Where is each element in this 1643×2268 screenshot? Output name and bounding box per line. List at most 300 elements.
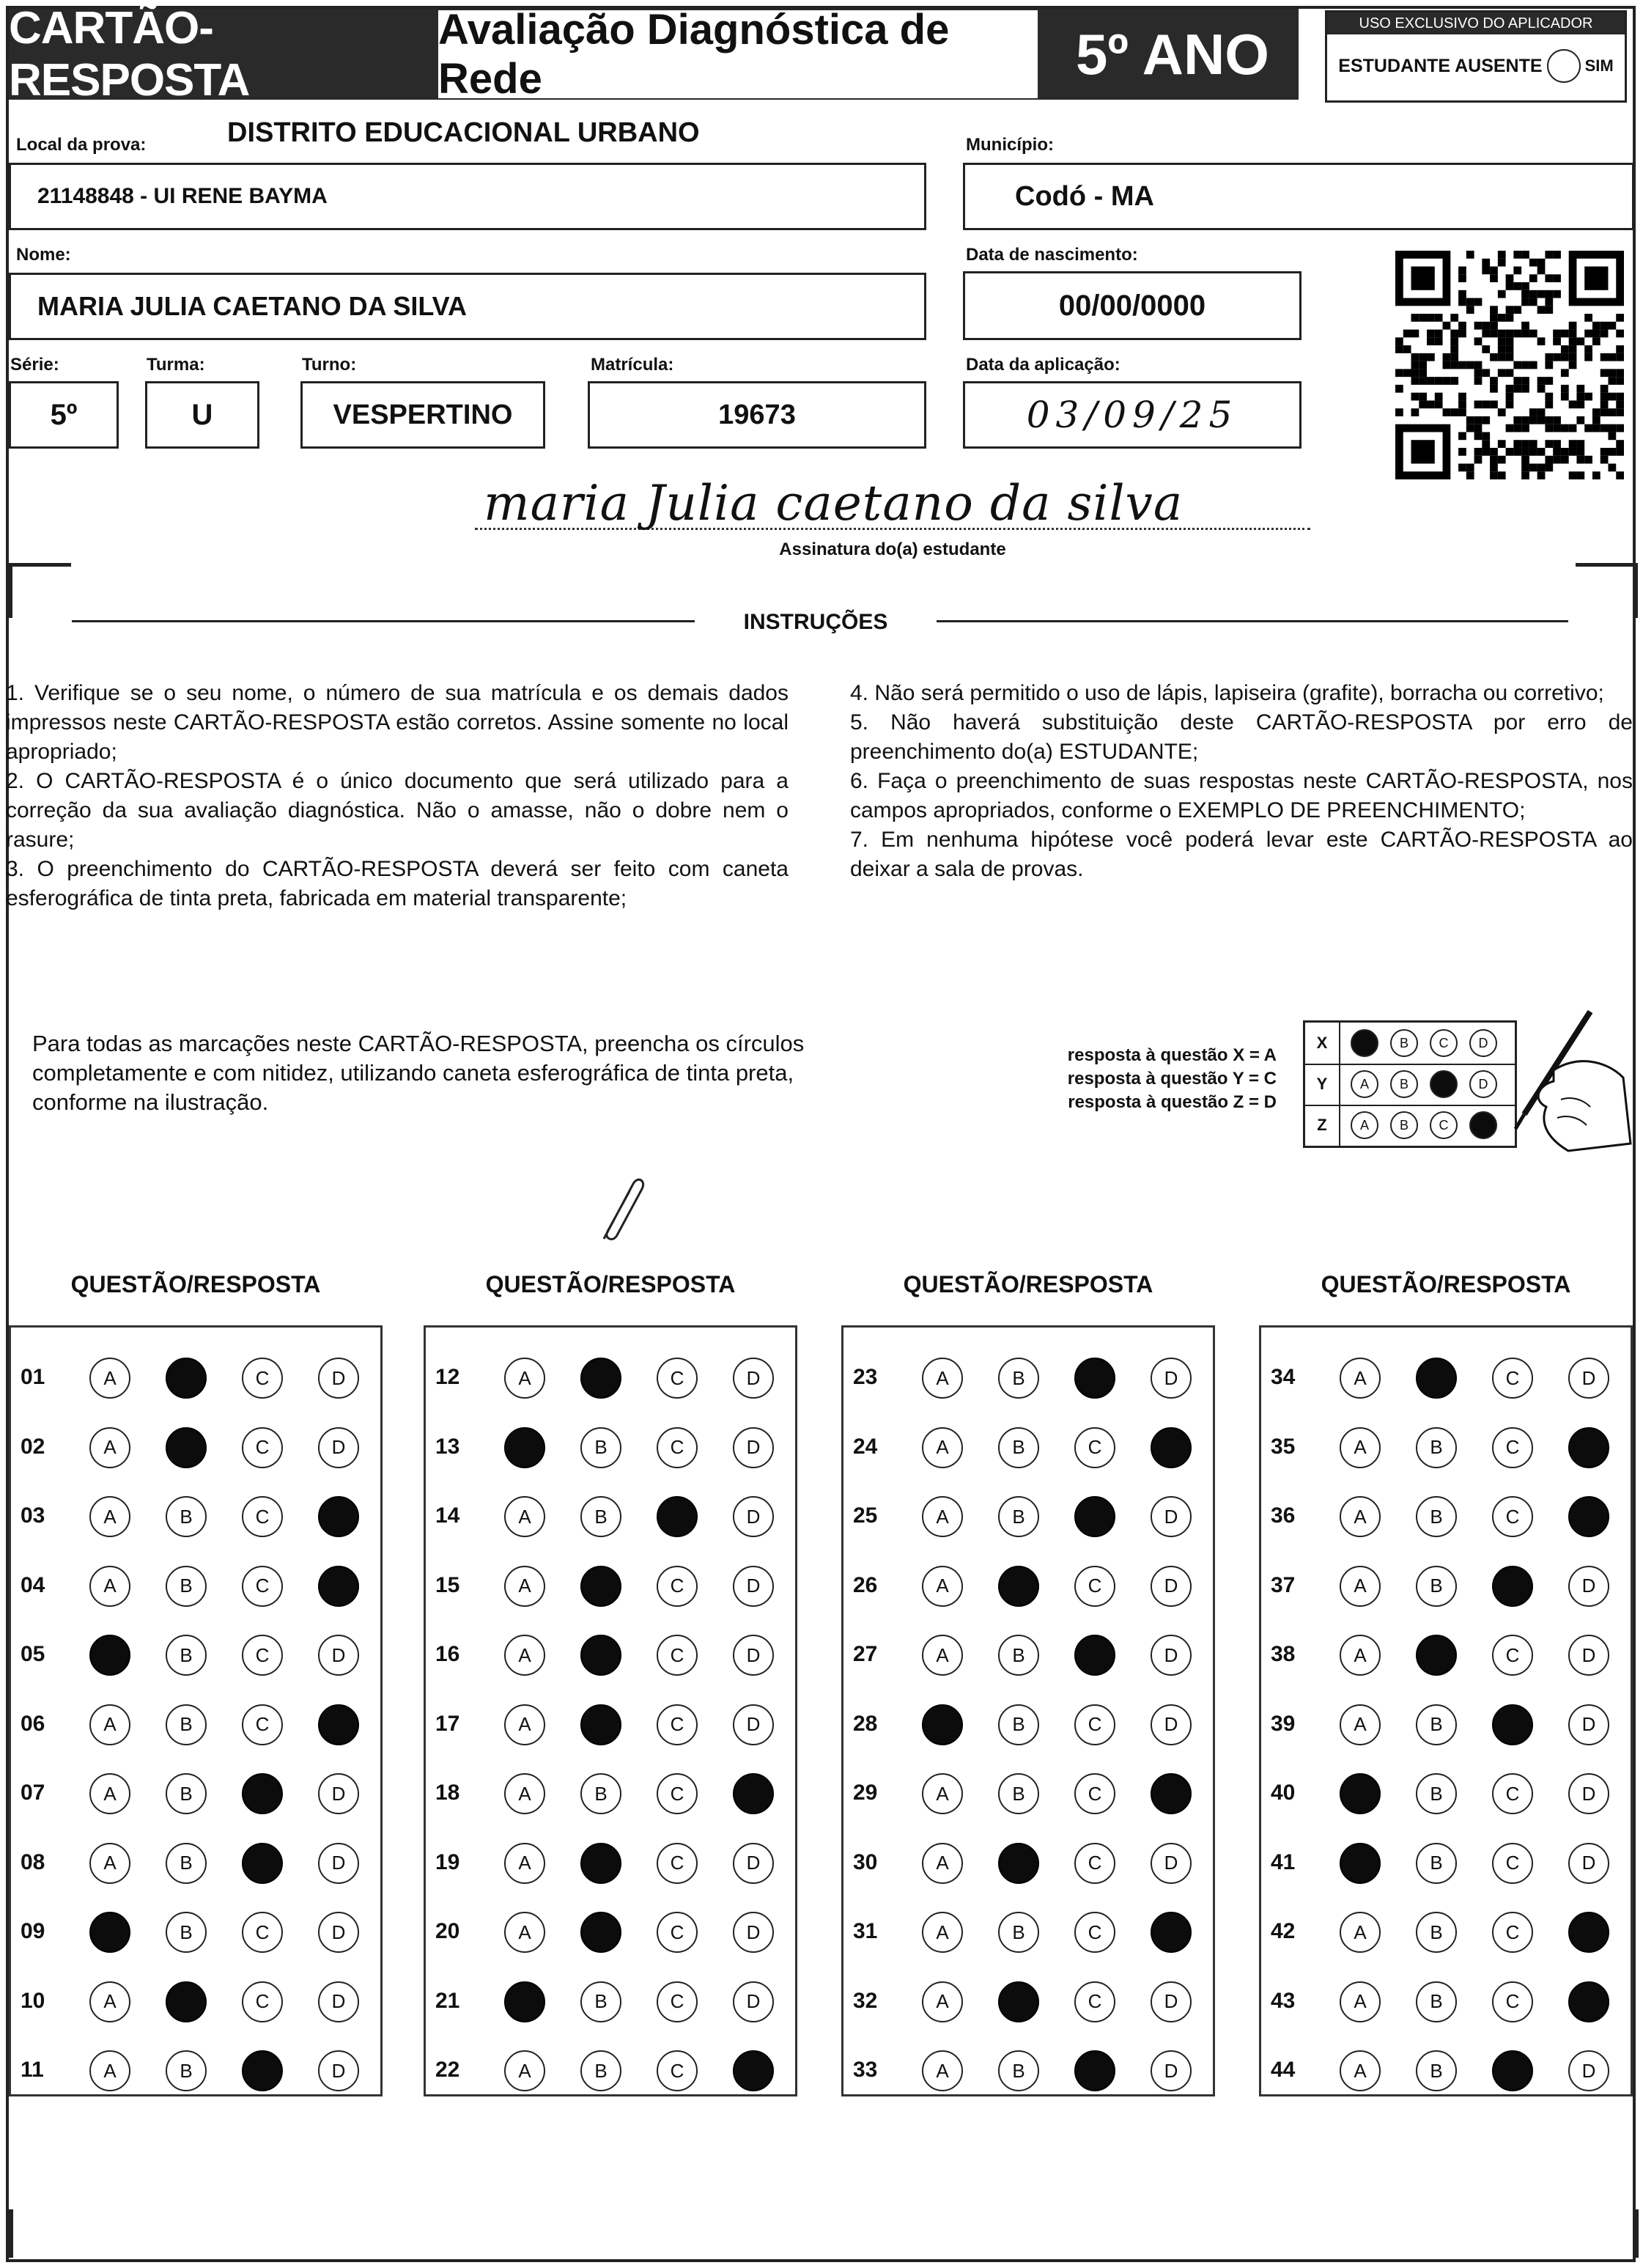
- answer-bubble-b[interactable]: B: [166, 1912, 207, 1953]
- answer-bubble-c[interactable]: C: [657, 1843, 698, 1884]
- answer-bubble-c[interactable]: [1492, 2050, 1533, 2091]
- answer-bubble-d[interactable]: D: [318, 1358, 359, 1399]
- answer-bubble-a[interactable]: A: [504, 1358, 545, 1399]
- answer-bubble-b[interactable]: [580, 1635, 621, 1676]
- question-number: 35: [1271, 1434, 1296, 1459]
- answer-bubble-a[interactable]: A: [89, 1358, 130, 1399]
- example-bubble-b: B: [1390, 1029, 1418, 1057]
- answer-bubble-c[interactable]: C: [1492, 1843, 1533, 1884]
- question-number: 37: [1271, 1572, 1296, 1597]
- answer-bubble-a[interactable]: [1340, 1843, 1381, 1884]
- instructions-rule: [72, 620, 695, 622]
- question-number: 40: [1271, 1781, 1296, 1805]
- example-bubble-d: D: [1469, 1070, 1497, 1098]
- answer-bubble-d[interactable]: D: [1568, 1635, 1609, 1676]
- answer-bubble-a[interactable]: A: [922, 2050, 963, 2091]
- instructions-right: [850, 679, 1633, 884]
- answer-bubble-d[interactable]: D: [1568, 1566, 1609, 1607]
- turma-field[interactable]: [145, 381, 259, 449]
- question-number: 17: [435, 1711, 460, 1736]
- answer-bubble-c[interactable]: C: [1492, 1427, 1533, 1468]
- answer-bubble-a[interactable]: A: [1340, 1496, 1381, 1537]
- question-number: 03: [21, 1503, 45, 1528]
- answer-bubble-c[interactable]: C: [1492, 1912, 1533, 1953]
- answer-bubble-d[interactable]: D: [733, 1912, 774, 1953]
- answer-bubble-c[interactable]: C: [657, 1635, 698, 1676]
- answer-bubble-a[interactable]: A: [504, 2050, 545, 2091]
- question-number: 34: [1271, 1365, 1296, 1389]
- answer-bubble-c[interactable]: C: [657, 2050, 698, 2091]
- example-bubble-a: [1351, 1029, 1378, 1057]
- answer-bubble-a[interactable]: [504, 1981, 545, 2022]
- answer-bubble-b[interactable]: B: [998, 1427, 1039, 1468]
- answer-bubble-b[interactable]: [1416, 1358, 1457, 1399]
- question-number: 43: [1271, 1988, 1296, 2013]
- instruction-item: 1. Verifique se o seu nome, o número de sua matrícula e os demais dados impressos neste CARTÃO-RESPOSTA estão corretos. Assine somente no local apropriado;: [6, 681, 789, 764]
- answer-bubble-d[interactable]: D: [1151, 1635, 1192, 1676]
- nascimento-field[interactable]: [963, 271, 1302, 340]
- question-number: 44: [1271, 2058, 1296, 2082]
- question-number: 20: [435, 1919, 460, 1943]
- instruction-item: 7. Em nenhuma hipótese você poderá levar este CARTÃO-RESPOSTA ao deixar a sala de provas.: [850, 828, 1633, 881]
- answer-bubble-b[interactable]: B: [166, 1773, 207, 1814]
- answer-bubble-a[interactable]: [922, 1704, 963, 1745]
- answer-bubble-a[interactable]: A: [504, 1566, 545, 1607]
- question-number: 25: [853, 1503, 878, 1528]
- answer-bubble-c[interactable]: C: [1074, 1981, 1115, 2022]
- answer-bubble-a[interactable]: A: [922, 1566, 963, 1607]
- nascimento-label: Data de nascimento:: [966, 245, 1138, 265]
- answer-bubble-d[interactable]: [318, 1566, 359, 1607]
- question-number: 08: [21, 1849, 45, 1874]
- answer-bubble-d[interactable]: [318, 1496, 359, 1537]
- answer-bubble-d[interactable]: D: [1568, 1773, 1609, 1814]
- absent-label: ESTUDANTE AUSENTE: [1338, 55, 1543, 76]
- local-field[interactable]: [9, 163, 926, 230]
- example-legend: [1011, 1044, 1277, 1114]
- answer-bubble-c[interactable]: C: [1492, 1981, 1533, 2022]
- answer-bubble-b[interactable]: B: [166, 1635, 207, 1676]
- question-number: 07: [21, 1781, 45, 1805]
- answer-bubble-d[interactable]: D: [1568, 2050, 1609, 2091]
- answer-bubble-c[interactable]: [1074, 2050, 1115, 2091]
- question-number: 11: [21, 2058, 44, 2082]
- answer-bubble-a[interactable]: A: [89, 1704, 130, 1745]
- question-number: 29: [853, 1781, 878, 1805]
- answer-bubble-d[interactable]: [318, 1704, 359, 1745]
- aplicacao-field[interactable]: [963, 381, 1302, 449]
- answer-bubble-d[interactable]: [1151, 1427, 1192, 1468]
- answer-bubble-a[interactable]: A: [922, 1427, 963, 1468]
- district-name: DISTRITO EDUCACIONAL URBANO: [227, 117, 700, 148]
- answer-bubble-b[interactable]: B: [1416, 1912, 1457, 1953]
- question-number: 15: [435, 1572, 460, 1597]
- answer-bubble-a[interactable]: A: [89, 1843, 130, 1884]
- answer-bubble-b[interactable]: [166, 1427, 207, 1468]
- answer-bubble-b[interactable]: B: [998, 1773, 1039, 1814]
- answer-bubble-b[interactable]: B: [1416, 1566, 1457, 1607]
- answer-bubble-b[interactable]: [166, 1358, 207, 1399]
- answer-bubble-b[interactable]: [580, 1566, 621, 1607]
- municipio-label: Município:: [966, 135, 1054, 155]
- answer-bubble-b[interactable]: [1416, 1635, 1457, 1676]
- answer-bubble-c[interactable]: [242, 1843, 283, 1884]
- question-number: 21: [435, 1988, 460, 2013]
- answer-bubble-a[interactable]: A: [504, 1496, 545, 1537]
- answer-bubble-c[interactable]: [1492, 1704, 1533, 1745]
- absent-bubble[interactable]: [1547, 49, 1581, 83]
- pen-hand-icon: [1480, 997, 1634, 1158]
- answer-bubble-b[interactable]: B: [1416, 1496, 1457, 1537]
- answer-bubble-c[interactable]: [657, 1496, 698, 1537]
- question-number: 05: [21, 1642, 45, 1666]
- answer-bubble-b[interactable]: B: [580, 1773, 621, 1814]
- answer-bubble-c[interactable]: C: [1074, 1566, 1115, 1607]
- answer-bubble-b[interactable]: B: [166, 1496, 207, 1537]
- absent-option: SIM: [1584, 56, 1614, 75]
- answer-bubble-c[interactable]: [1074, 1635, 1115, 1676]
- nome-value: MARIA JULIA CAETANO DA SILVA: [37, 291, 467, 321]
- answer-bubble-c[interactable]: C: [1074, 1843, 1115, 1884]
- turma-label: Turma:: [147, 355, 205, 375]
- instruction-item: 5. Não haverá substituição deste CARTÃO-RESPOSTA por erro de preenchimento do(a) ESTUDANTE;: [850, 710, 1633, 764]
- question-number: 06: [21, 1711, 45, 1736]
- answer-bubble-b[interactable]: B: [998, 1496, 1039, 1537]
- answer-bubble-d[interactable]: [1568, 1912, 1609, 1953]
- answer-bubble-a[interactable]: [89, 1912, 130, 1953]
- answer-bubble-d[interactable]: D: [733, 1704, 774, 1745]
- answer-bubble-a[interactable]: A: [1340, 1635, 1381, 1676]
- answer-bubble-d[interactable]: D: [733, 1427, 774, 1468]
- serie-value: 5º: [50, 398, 78, 431]
- matricula-field[interactable]: [588, 381, 926, 449]
- answer-bubble-a[interactable]: A: [1340, 1912, 1381, 1953]
- answer-bubble-c[interactable]: C: [242, 1704, 283, 1745]
- answer-bubble-d[interactable]: D: [733, 1635, 774, 1676]
- question-number: 02: [21, 1434, 45, 1459]
- question-number: 39: [1271, 1711, 1296, 1736]
- answer-bubble-c[interactable]: C: [1492, 1635, 1533, 1676]
- matricula-label: Matrícula:: [591, 355, 674, 375]
- paperclip-icon: [589, 1173, 648, 1246]
- signature: maria Julia caetano da silva: [484, 475, 1184, 531]
- section-title: QUESTÃO/RESPOSTA: [1321, 1271, 1571, 1297]
- answer-bubble-a[interactable]: A: [1340, 1566, 1381, 1607]
- answer-bubble-a[interactable]: A: [922, 1358, 963, 1399]
- matricula-value: 19673: [718, 399, 796, 430]
- answer-bubble-b[interactable]: B: [1416, 1704, 1457, 1745]
- signature-label: Assinatura do(a) estudante: [779, 540, 1006, 559]
- question-number: 16: [435, 1642, 460, 1666]
- answer-bubble-a[interactable]: A: [89, 1981, 130, 2022]
- question-number: 41: [1271, 1849, 1296, 1874]
- question-number: 09: [21, 1919, 45, 1943]
- instruction-item: 4. Não será permitido o uso de lápis, lapiseira (grafite), borracha ou corretivo;: [850, 681, 1604, 705]
- corner-mark: [9, 2209, 23, 2258]
- instruction-item: 6. Faça o preenchimento de suas respostas neste CARTÃO-RESPOSTA, nos campos apropriados, conforme o EXEMPLO DE PREENCHIMENTO;: [850, 769, 1633, 822]
- nome-label: Nome:: [16, 245, 71, 265]
- answer-bubble-c[interactable]: [242, 2050, 283, 2091]
- answer-bubble-d[interactable]: [1568, 1496, 1609, 1537]
- answer-bubble-d[interactable]: D: [733, 1566, 774, 1607]
- answer-bubble-c[interactable]: C: [242, 1496, 283, 1537]
- answer-bubble-d[interactable]: D: [1568, 1843, 1609, 1884]
- applicator-title: USO EXCLUSIVO DO APLICADOR: [1327, 12, 1625, 34]
- corner-mark: [1624, 2209, 1639, 2258]
- answer-bubble-b[interactable]: B: [998, 1912, 1039, 1953]
- answer-bubble-b[interactable]: B: [580, 1496, 621, 1537]
- answer-bubble-a[interactable]: A: [1340, 1358, 1381, 1399]
- answer-bubble-b[interactable]: B: [1416, 1427, 1457, 1468]
- example-row-label: Y: [1305, 1064, 1340, 1105]
- corner-mark: [9, 563, 71, 618]
- answer-bubble-c[interactable]: C: [242, 1635, 283, 1676]
- assessment-title: Avaliação Diagnóstica de Rede: [438, 10, 1038, 98]
- answer-bubble-d[interactable]: D: [733, 1358, 774, 1399]
- question-number: 04: [21, 1572, 45, 1597]
- answer-bubble-b[interactable]: [998, 1566, 1039, 1607]
- answer-bubble-c[interactable]: C: [1492, 1358, 1533, 1399]
- example-line: resposta à questão Z = D: [1068, 1092, 1277, 1112]
- answer-bubble-c[interactable]: [242, 1773, 283, 1814]
- card-title: CARTÃO-RESPOSTA: [9, 9, 419, 100]
- answer-bubble-c[interactable]: C: [657, 1912, 698, 1953]
- answer-bubble-b[interactable]: [998, 1843, 1039, 1884]
- question-number: 14: [435, 1503, 460, 1528]
- answer-bubble-b[interactable]: B: [580, 1981, 621, 2022]
- question-number: 26: [853, 1572, 878, 1597]
- aplicacao-value: 03/09/25: [1026, 394, 1238, 436]
- answer-bubble-a[interactable]: A: [1340, 2050, 1381, 2091]
- answer-bubble-d[interactable]: D: [318, 1635, 359, 1676]
- answer-bubble-a[interactable]: A: [922, 1496, 963, 1537]
- answer-bubble-c[interactable]: C: [1074, 1427, 1115, 1468]
- answer-bubble-b[interactable]: B: [998, 2050, 1039, 2091]
- answer-bubble-d[interactable]: [1568, 1981, 1609, 2022]
- answer-bubble-d[interactable]: D: [318, 1912, 359, 1953]
- section-title: QUESTÃO/RESPOSTA: [485, 1271, 736, 1297]
- instruction-item: 3. O preenchimento do CARTÃO-RESPOSTA deverá ser feito com caneta esferográfica de tinta preta, fabricada em material transparente;: [6, 857, 789, 910]
- answer-bubble-a[interactable]: A: [922, 1635, 963, 1676]
- answer-bubble-b[interactable]: B: [166, 1566, 207, 1607]
- qr-code: [1395, 251, 1624, 479]
- answer-bubble-d[interactable]: D: [318, 1427, 359, 1468]
- answer-bubble-d[interactable]: D: [733, 1843, 774, 1884]
- answer-bubble-a[interactable]: [1340, 1773, 1381, 1814]
- fill-note: Para todas as marcações neste CARTÃO-RESPOSTA, preencha os círculos completamente e com nitidez, utilizando caneta esferográfica de tinta preta, conforme na ilustração.: [32, 1031, 805, 1115]
- example-bubble-c: [1430, 1070, 1458, 1098]
- turno-label: Turno:: [302, 355, 357, 375]
- answer-bubble-d[interactable]: D: [318, 1773, 359, 1814]
- local-label: Local da prova:: [16, 135, 147, 155]
- answer-bubble-d[interactable]: D: [1151, 1496, 1192, 1537]
- answer-bubble-d[interactable]: [733, 2050, 774, 2091]
- answer-bubble-c[interactable]: C: [242, 1358, 283, 1399]
- answer-bubble-a[interactable]: A: [504, 1843, 545, 1884]
- answer-bubble-d[interactable]: D: [1151, 1704, 1192, 1745]
- instruction-item: 2. O CARTÃO-RESPOSTA é o único documento que será utilizado para a correção da sua avaliação diagnóstica. Não o amasse, não o dobre nem o rasure;: [6, 769, 789, 852]
- answer-bubble-a[interactable]: A: [504, 1773, 545, 1814]
- municipio-value: Codó - MA: [1015, 180, 1154, 212]
- answer-bubble-b[interactable]: [166, 1981, 207, 2022]
- answer-bubble-a[interactable]: A: [1340, 1981, 1381, 2022]
- answer-bubble-b[interactable]: [580, 1912, 621, 1953]
- answer-bubble-a[interactable]: A: [922, 1912, 963, 1953]
- answer-bubble-b[interactable]: B: [580, 2050, 621, 2091]
- answer-bubble-a[interactable]: A: [89, 1566, 130, 1607]
- question-number: 12: [435, 1365, 460, 1389]
- answer-bubble-d[interactable]: [1151, 1773, 1192, 1814]
- example-bubble-c: C: [1430, 1111, 1458, 1139]
- instructions-title: INSTRUÇÕES: [743, 610, 888, 634]
- answer-bubble-d[interactable]: D: [318, 1843, 359, 1884]
- answer-bubble-b[interactable]: B: [998, 1635, 1039, 1676]
- answer-bubble-c[interactable]: [1074, 1496, 1115, 1537]
- answer-bubble-d[interactable]: D: [1568, 1358, 1609, 1399]
- answer-bubble-c[interactable]: C: [242, 1566, 283, 1607]
- answer-bubble-d[interactable]: D: [318, 1981, 359, 2022]
- answer-bubble-c[interactable]: C: [242, 1981, 283, 2022]
- question-number: 32: [853, 1988, 878, 2013]
- question-number: 33: [853, 2058, 878, 2082]
- aplicacao-label: Data da aplicação:: [966, 355, 1120, 375]
- question-number: 27: [853, 1642, 878, 1666]
- instructions-left: [6, 679, 789, 913]
- answer-bubble-d[interactable]: D: [1151, 1981, 1192, 2022]
- question-number: 13: [435, 1434, 460, 1459]
- answer-bubble-d[interactable]: [733, 1773, 774, 1814]
- example-bubble-b: B: [1390, 1070, 1418, 1098]
- nome-field[interactable]: [9, 273, 926, 340]
- answer-bubble-b[interactable]: B: [580, 1427, 621, 1468]
- answer-bubble-c[interactable]: C: [242, 1427, 283, 1468]
- answer-bubble-d[interactable]: D: [1151, 1358, 1192, 1399]
- answer-bubble-b[interactable]: B: [1416, 1981, 1457, 2022]
- grade-label: 5º ANO: [1076, 21, 1269, 86]
- turno-value: VESPERTINO: [333, 399, 513, 430]
- answer-bubble-a[interactable]: A: [89, 1773, 130, 1814]
- answer-bubble-a[interactable]: A: [1340, 1704, 1381, 1745]
- answer-bubble-b[interactable]: B: [166, 2050, 207, 2091]
- corner-mark: [1576, 563, 1638, 618]
- answer-bubble-b[interactable]: B: [998, 1358, 1039, 1399]
- answer-bubble-c[interactable]: C: [242, 1912, 283, 1953]
- nascimento-value: 00/00/0000: [1058, 289, 1206, 322]
- answer-bubble-a[interactable]: A: [89, 2050, 130, 2091]
- answer-bubble-a[interactable]: A: [89, 1496, 130, 1537]
- local-value: 21148848 - UI RENE BAYMA: [37, 184, 328, 208]
- answer-bubble-c[interactable]: [1074, 1358, 1115, 1399]
- answer-bubble-d[interactable]: D: [1151, 1843, 1192, 1884]
- answer-bubble-b[interactable]: [580, 1358, 621, 1399]
- question-number: 23: [853, 1365, 878, 1389]
- example-bubble-d: D: [1469, 1029, 1497, 1057]
- answer-bubble-b[interactable]: [998, 1981, 1039, 2022]
- question-number: 01: [21, 1365, 45, 1389]
- answer-bubble-a[interactable]: A: [1340, 1427, 1381, 1468]
- example-line: resposta à questão Y = C: [1067, 1069, 1277, 1089]
- answer-bubble-a[interactable]: A: [922, 1981, 963, 2022]
- answer-bubble-c[interactable]: C: [1492, 1773, 1533, 1814]
- example-row-label: Z: [1305, 1105, 1340, 1146]
- answer-bubble-b[interactable]: [580, 1704, 621, 1745]
- answer-bubble-d[interactable]: D: [1151, 1566, 1192, 1607]
- serie-label: Série:: [10, 355, 59, 375]
- answer-bubble-c[interactable]: [1492, 1566, 1533, 1607]
- answer-bubble-c[interactable]: C: [657, 1358, 698, 1399]
- question-number: 36: [1271, 1503, 1296, 1528]
- section-title: QUESTÃO/RESPOSTA: [903, 1271, 1153, 1297]
- question-number: 22: [435, 2058, 460, 2082]
- question-number: 19: [435, 1849, 460, 1874]
- answer-bubble-a[interactable]: [504, 1427, 545, 1468]
- answer-bubble-c[interactable]: C: [1492, 1496, 1533, 1537]
- instructions-rule: [937, 620, 1568, 622]
- answer-bubble-c[interactable]: C: [657, 1981, 698, 2022]
- answer-bubble-c[interactable]: C: [1074, 1773, 1115, 1814]
- answer-bubble-c[interactable]: C: [1074, 1912, 1115, 1953]
- answer-bubble-d[interactable]: D: [1151, 2050, 1192, 2091]
- answer-bubble-d[interactable]: [1568, 1427, 1609, 1468]
- serie-field[interactable]: [9, 381, 119, 449]
- answer-bubble-a[interactable]: A: [504, 1635, 545, 1676]
- answer-bubble-c[interactable]: C: [657, 1427, 698, 1468]
- answer-bubble-b[interactable]: B: [1416, 1773, 1457, 1814]
- answer-bubble-b[interactable]: [580, 1843, 621, 1884]
- example-bubble-a: A: [1351, 1070, 1378, 1098]
- answer-bubble-b[interactable]: B: [1416, 1843, 1457, 1884]
- answer-bubble-d[interactable]: D: [1568, 1704, 1609, 1745]
- example-bubble-a: A: [1351, 1111, 1378, 1139]
- answer-bubble-d[interactable]: D: [733, 1496, 774, 1537]
- question-number: 18: [435, 1781, 460, 1805]
- answer-bubble-a[interactable]: [89, 1635, 130, 1676]
- answer-bubble-a[interactable]: A: [89, 1427, 130, 1468]
- section-title: QUESTÃO/RESPOSTA: [70, 1271, 321, 1297]
- question-number: 38: [1271, 1642, 1296, 1666]
- question-number: 31: [853, 1919, 878, 1943]
- answer-bubble-c[interactable]: C: [657, 1704, 698, 1745]
- question-number: 10: [21, 1988, 45, 2013]
- question-number: 42: [1271, 1919, 1296, 1943]
- question-number: 24: [853, 1434, 878, 1459]
- municipio-field[interactable]: [963, 163, 1634, 230]
- answer-bubble-b[interactable]: B: [1416, 2050, 1457, 2091]
- answer-bubble-a[interactable]: A: [922, 1773, 963, 1814]
- answer-bubble-b[interactable]: B: [998, 1704, 1039, 1745]
- answer-bubble-a[interactable]: A: [922, 1843, 963, 1884]
- turno-field[interactable]: [300, 381, 545, 449]
- answer-bubble-a[interactable]: A: [504, 1704, 545, 1745]
- answer-bubble-c[interactable]: C: [1074, 1704, 1115, 1745]
- turma-value: U: [191, 398, 213, 431]
- answer-bubble-b[interactable]: B: [166, 1704, 207, 1745]
- answer-bubble-d[interactable]: D: [733, 1981, 774, 2022]
- example-line: resposta à questão X = A: [1067, 1045, 1277, 1065]
- applicator-box: [1325, 10, 1627, 103]
- question-number: 30: [853, 1849, 878, 1874]
- answer-bubble-a[interactable]: A: [504, 1912, 545, 1953]
- example-row-label: X: [1305, 1023, 1340, 1064]
- answer-bubble-b[interactable]: B: [166, 1843, 207, 1884]
- example-bubble-b: B: [1390, 1111, 1418, 1139]
- answer-bubble-d[interactable]: [1151, 1912, 1192, 1953]
- example-bubble-c: C: [1430, 1029, 1458, 1057]
- answer-bubble-c[interactable]: C: [657, 1773, 698, 1814]
- answer-bubble-d[interactable]: D: [318, 2050, 359, 2091]
- question-number: 28: [853, 1711, 878, 1736]
- answer-bubble-c[interactable]: C: [657, 1566, 698, 1607]
